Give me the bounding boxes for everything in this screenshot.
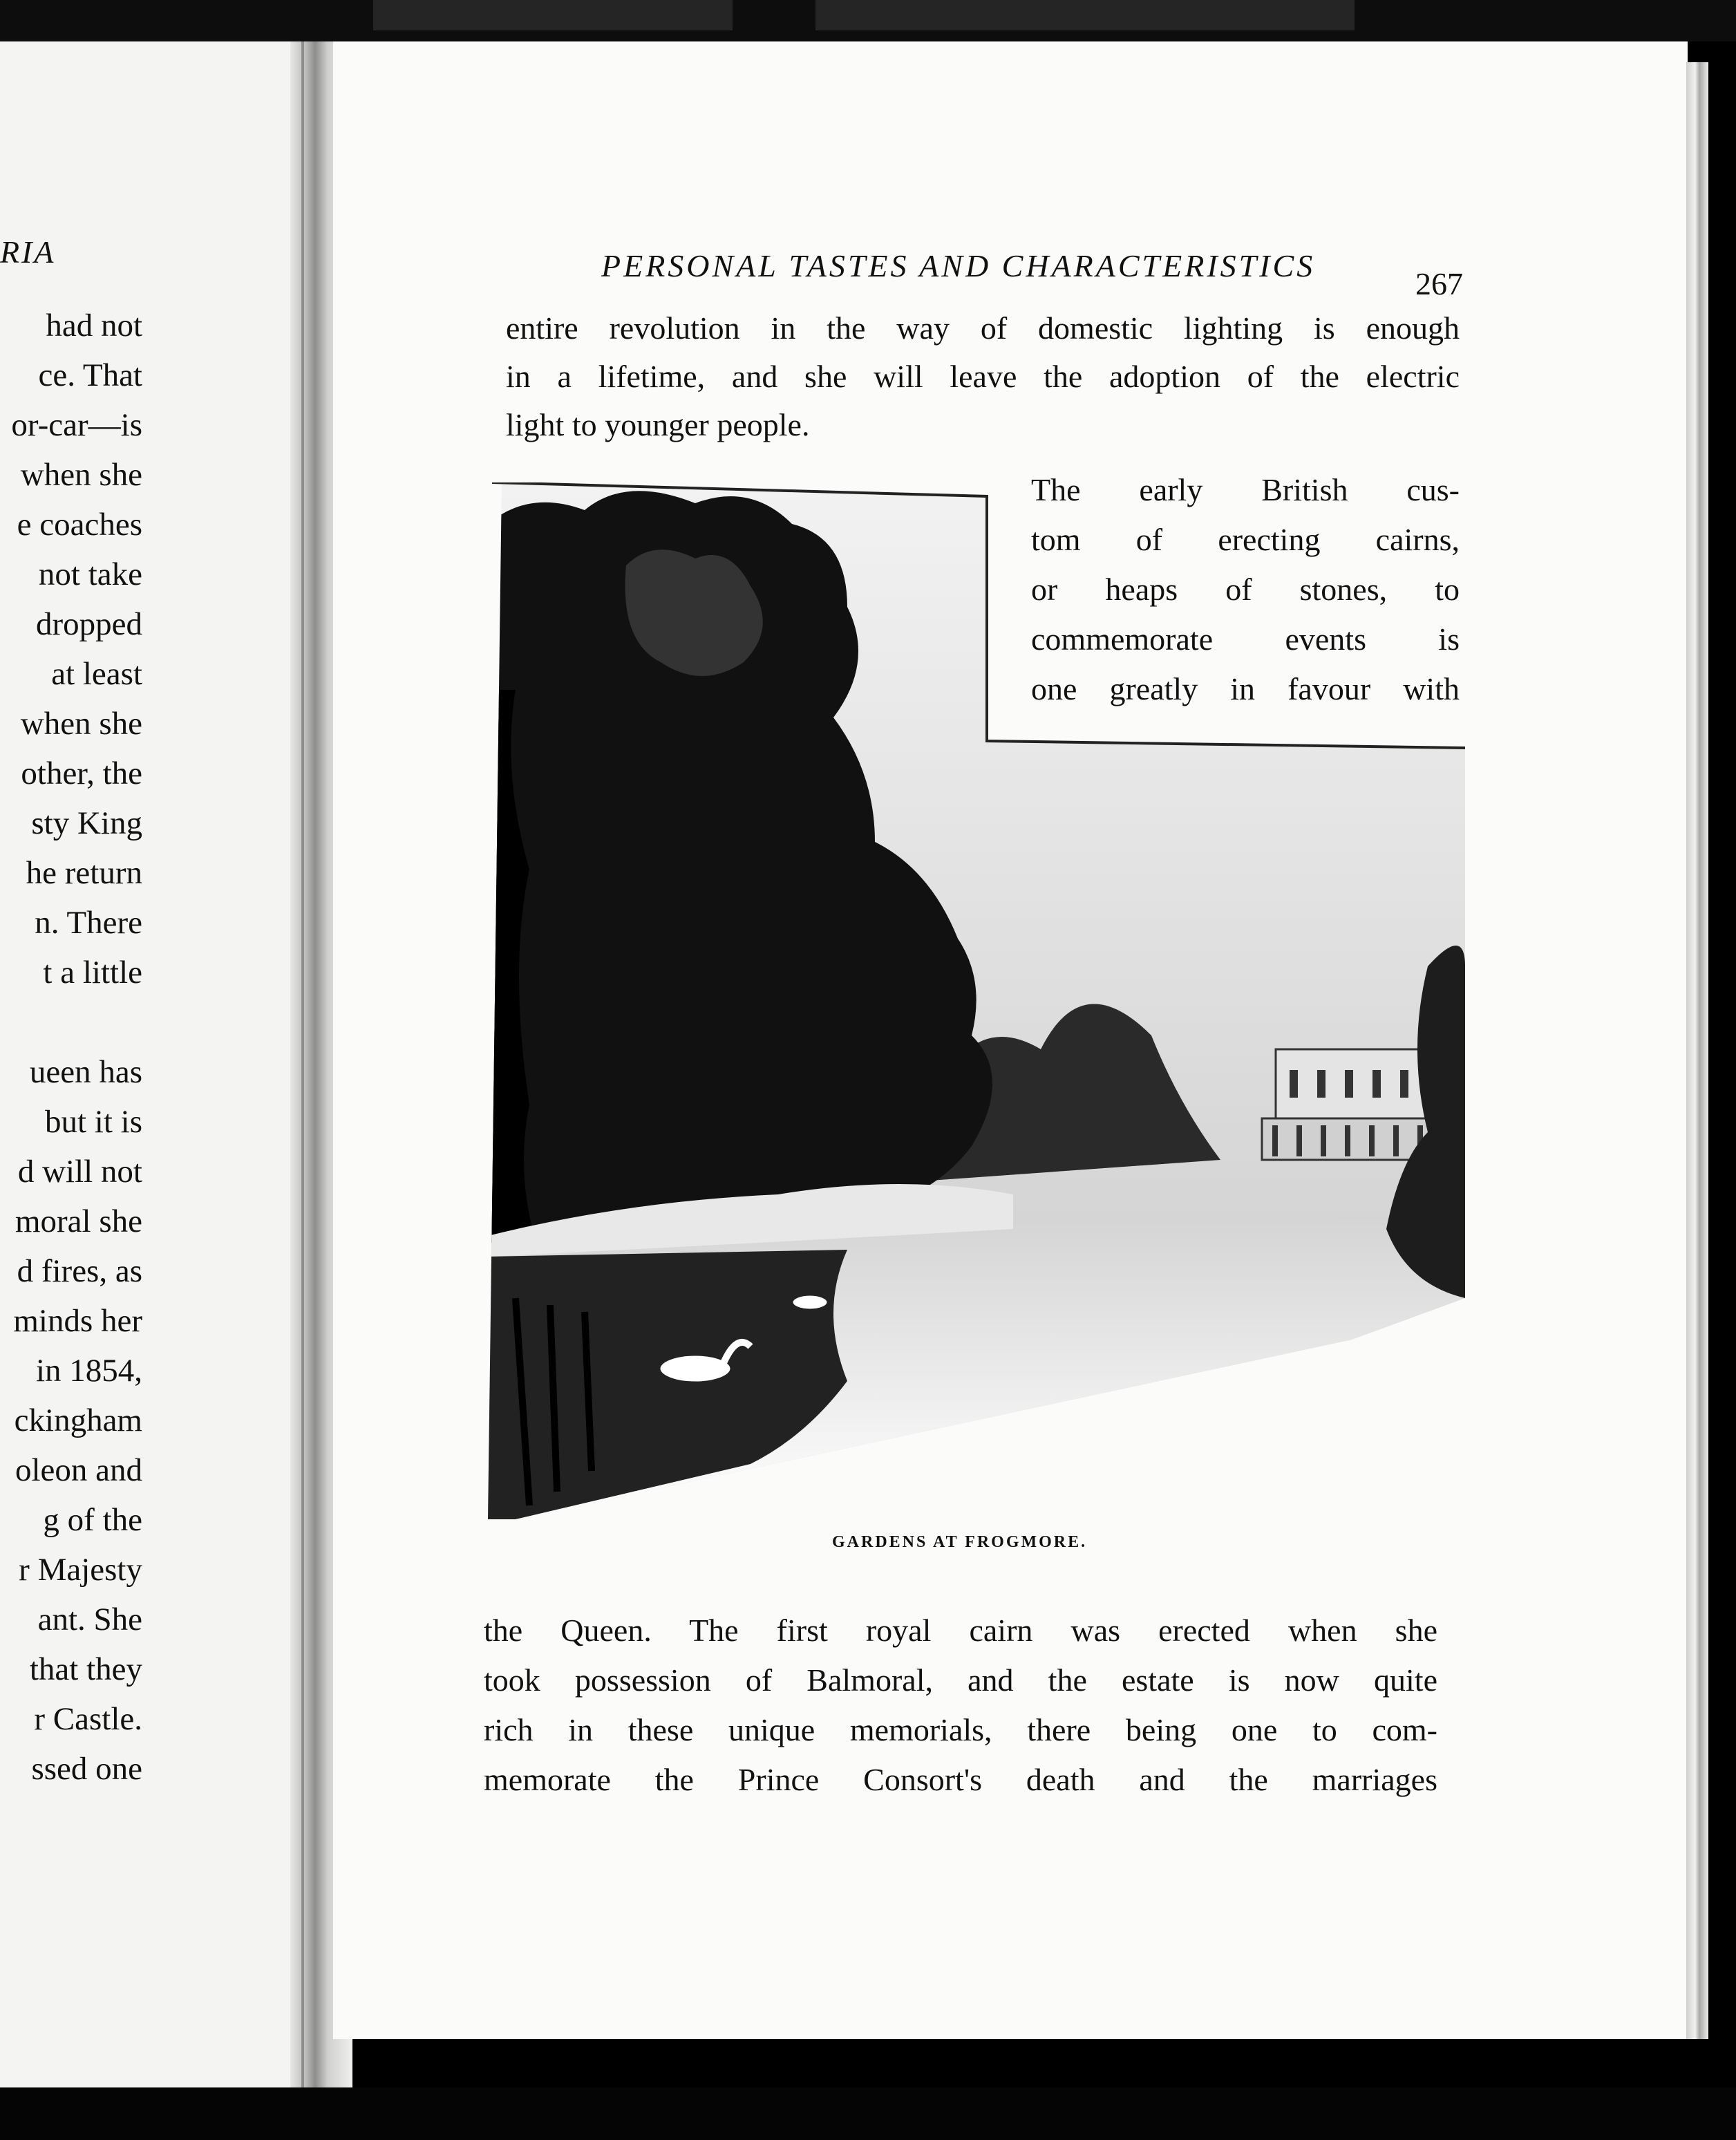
left-page-line: but it is	[44, 1104, 142, 1140]
text-line: entire revolution in the way of domestic lighting is enough	[506, 310, 1460, 346]
left-page-line: minds her	[13, 1303, 142, 1339]
text-line: rich in these unique memorials, there being one to com-	[484, 1712, 1437, 1747]
text-line: memorate the Prince Consort's death and the marriages	[484, 1762, 1437, 1797]
left-page-line: d fires, as	[17, 1253, 142, 1289]
figure-caption: GARDENS AT FROGMORE.	[832, 1533, 1088, 1551]
left-page-line: ce. That	[38, 357, 142, 393]
text-line: light to younger people.	[506, 407, 810, 442]
text-line: tom of erecting cairns,	[1031, 522, 1460, 557]
scan-noise	[815, 0, 1355, 30]
text-line: took possession of Balmoral, and the estate is now quite	[484, 1662, 1437, 1698]
left-page-line: g of the	[43, 1502, 142, 1538]
scan-top-border	[0, 0, 1736, 41]
left-page-line: e coaches	[17, 507, 142, 543]
text-line: in a lifetime, and she will leave the adoption of the electric	[506, 359, 1460, 394]
left-page-line: ckingham	[14, 1402, 142, 1438]
left-page-line: n. There	[35, 905, 142, 941]
left-running-head: RIA	[0, 234, 56, 270]
text-line: or heaps of stones, to	[1031, 572, 1460, 607]
left-page-line: t a little	[43, 955, 142, 991]
left-page-line: r Castle.	[34, 1701, 142, 1737]
left-page-line: not take	[38, 556, 142, 592]
left-page-line: when she	[20, 706, 142, 742]
left-page-line: r Majesty	[19, 1552, 142, 1588]
left-page-line: when she	[20, 457, 142, 493]
left-page-line: ueen has	[29, 1054, 142, 1090]
left-page-line: ant. She	[37, 1602, 142, 1637]
left-page-line: moral she	[15, 1203, 142, 1239]
left-page-line: oleon and	[15, 1452, 142, 1488]
page-number: 267	[1415, 266, 1463, 301]
page-fore-edge	[1686, 62, 1708, 2039]
left-page-line: other, the	[21, 755, 142, 791]
running-head: PERSONAL TASTES AND CHARACTERISTICS	[601, 248, 1316, 283]
text-line: commemorate events is	[1031, 621, 1460, 657]
text-line: The early British cus-	[1031, 472, 1460, 507]
left-page-line: ssed one	[31, 1751, 142, 1787]
text-line: the Queen. The first royal cairn was erected when she	[484, 1613, 1437, 1648]
scan-bottom-border	[0, 2087, 1736, 2140]
left-page-line: in 1854,	[35, 1353, 142, 1389]
scan-noise	[373, 0, 733, 30]
figure-gardens-illustration	[488, 482, 1465, 1521]
left-page-line: he return	[26, 855, 142, 891]
page-edge-shadow	[301, 41, 304, 2087]
left-facing-page	[0, 41, 303, 2087]
left-page-line: at least	[51, 656, 142, 692]
left-page-line: or-car—is	[11, 407, 142, 443]
left-page-line: d will not	[17, 1154, 142, 1190]
text-line: one greatly in favour with	[1031, 671, 1460, 706]
left-page-line: that they	[29, 1651, 142, 1687]
left-page-line: had not	[46, 308, 142, 344]
garden-engraving	[488, 482, 1465, 1521]
left-page-line: sty King	[31, 805, 142, 841]
left-page-line: dropped	[35, 606, 142, 642]
